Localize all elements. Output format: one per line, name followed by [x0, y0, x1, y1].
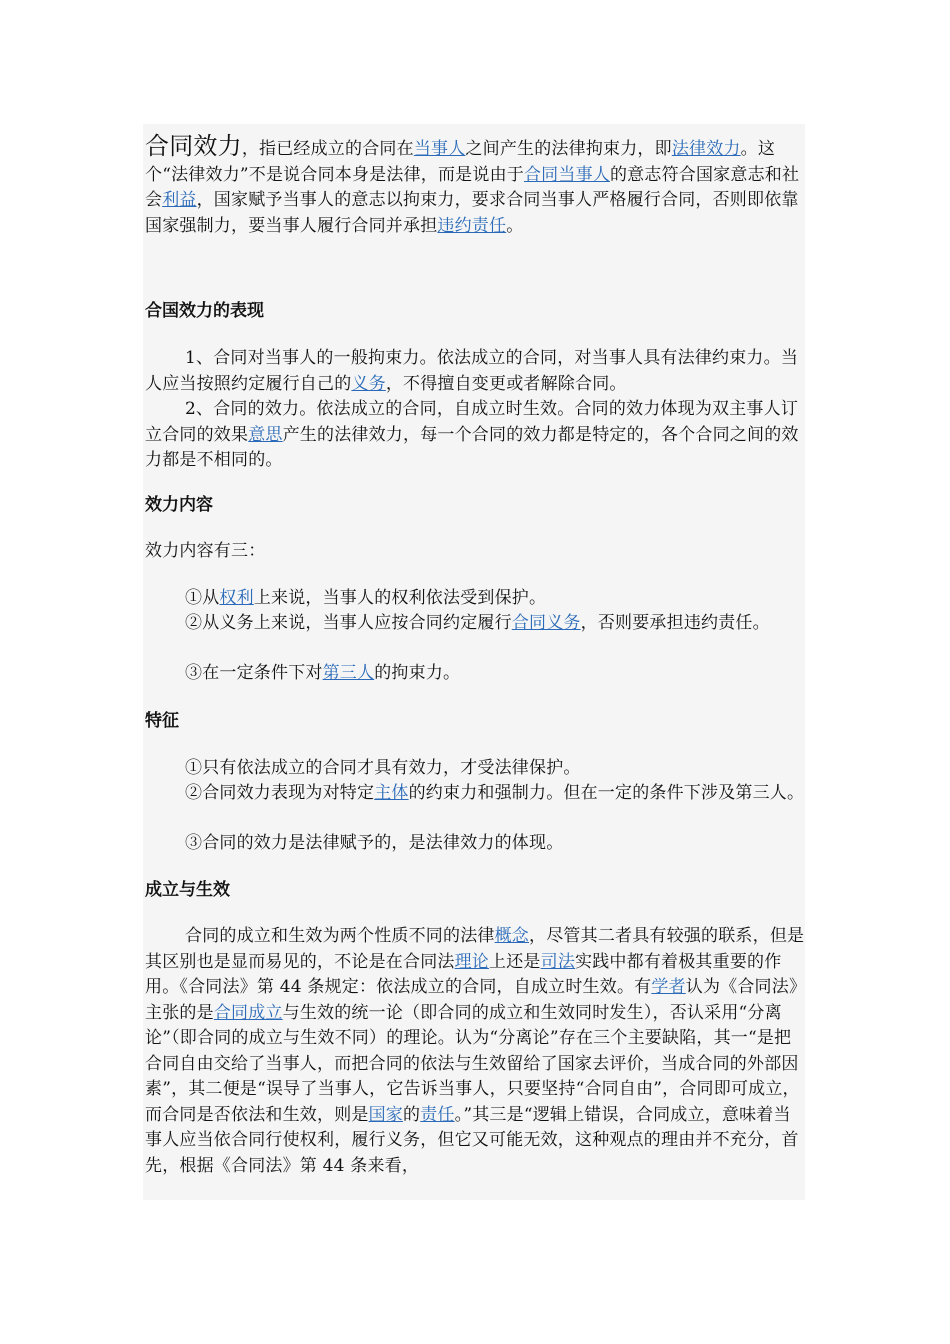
formation-effect-paragraph: 合同的成立和生效为两个性质不同的法律概念，尽管其二者具有较强的联系，但是其区别也是显而易见的，不论是在合同法理论上还是司法实践中都有着极其重要的作用。《合同法》第 44 条规定：依法成立的合同，自成立时生效。有学者认为《合同法》主张的是合同成立与生效的统一论（即合同的成立和生效同时发生），否认采用“分离论”（即合同的成立与生效不同）的理论。认为“分离论”存在三个主要缺陷，其一“是把合同自由交给了当事人，而把合同的依法与生效留给了国家去评价，当成合同的外部因素”，其二便是“误导了当事人，它告诉当事人，只要坚持“合同自由”，合同即可成立，而合同是否依法和生效，则是国家的责任。”其三是“逻辑上错误，合同成立，意味着当事人应当依合同行使权利，履行义务，但它又可能无效，这种观点的理由并不充分，首先，根据《合同法》第 44 条来看，	[145, 926, 805, 1176]
content-item-2: ②从义务上来说，当事人应按合同约定履行合同义务，否则要承担违约责任。	[185, 613, 770, 633]
link-disanren[interactable]: 第三人	[322, 663, 375, 683]
feature-item-2: ②合同效力表现为对特定主体的约束力和强制力。但在一定的条件下涉及第三人。	[185, 783, 805, 803]
link-quanli[interactable]: 权利	[219, 588, 254, 608]
link-hetong-chengli[interactable]: 合同成立	[213, 1002, 283, 1023]
link-zhuti[interactable]: 主体	[374, 783, 409, 803]
feature-item-1: ①只有依法成立的合同才具有效力，才受法律保护。	[185, 758, 581, 778]
heading-features: 特征	[145, 711, 179, 731]
intro-paragraph: 合同效力，指已经成立的合同在当事人之间产生的法律拘束力，即法律效力。这个“法律效力”不是说合同本身是法律，而是说由于合同当事人的意志符合国家意志和社会利益，国家赋予当事人的意志以拘束力，要求合同当事人严格履行合同，否则即依靠国家强制力，要当事人履行合同并承担违约责任。	[145, 132, 800, 236]
link-sifa[interactable]: 司法	[540, 951, 576, 972]
link-yiwu[interactable]: 义务	[351, 373, 386, 394]
link-zeren[interactable]: 责任	[420, 1104, 455, 1125]
lead-term: 合同效力	[145, 132, 242, 160]
content-item-3: ③在一定条件下对第三人的拘束力。	[185, 663, 461, 683]
link-hetong-dangshiren[interactable]: 合同当事人	[523, 164, 610, 185]
feature-item-3: ③合同的效力是法律赋予的，是法律效力的体现。	[185, 833, 564, 853]
manifestation-item-2: 2、合同的效力。依法成立的合同，自成立时生效。合同的效力体现为双主事人订立合同的效果意思产生的法律效力，每一个合同的效力都是特定的，各个合同之间的效力都是不相同的。	[145, 399, 799, 470]
link-yisi[interactable]: 意思	[248, 424, 283, 445]
link-liyi[interactable]: 利益	[162, 190, 197, 210]
link-guojia[interactable]: 国家	[368, 1104, 404, 1125]
heading-content: 效力内容	[145, 495, 213, 515]
heading-manifestation: 合国效力的表现	[145, 301, 264, 321]
link-hetong-yiwu[interactable]: 合同义务	[511, 613, 581, 633]
heading-formation-effect: 成立与生效	[145, 880, 230, 900]
link-lilun[interactable]: 理论	[454, 951, 490, 972]
content-item-1: ①从权利上来说，当事人的权利依法受到保护。	[185, 588, 547, 608]
link-dangshiren[interactable]: 当事人	[413, 139, 466, 159]
content-intro: 效力内容有三：	[145, 541, 266, 561]
link-falv-xiaoli[interactable]: 法律效力	[671, 139, 741, 159]
manifestation-item-1: 1、合同对当事人的一般拘束力。依法成立的合同，对当事人具有法律约束力。当人应当按照约定履行自己的义务，不得擅自变更或者解除合同。	[145, 348, 799, 394]
link-gainian[interactable]: 概念	[494, 926, 530, 946]
link-weiyue-zeren[interactable]: 违约责任	[437, 215, 507, 236]
document-page	[143, 124, 805, 1200]
link-xuezhe[interactable]: 学者	[651, 977, 686, 997]
